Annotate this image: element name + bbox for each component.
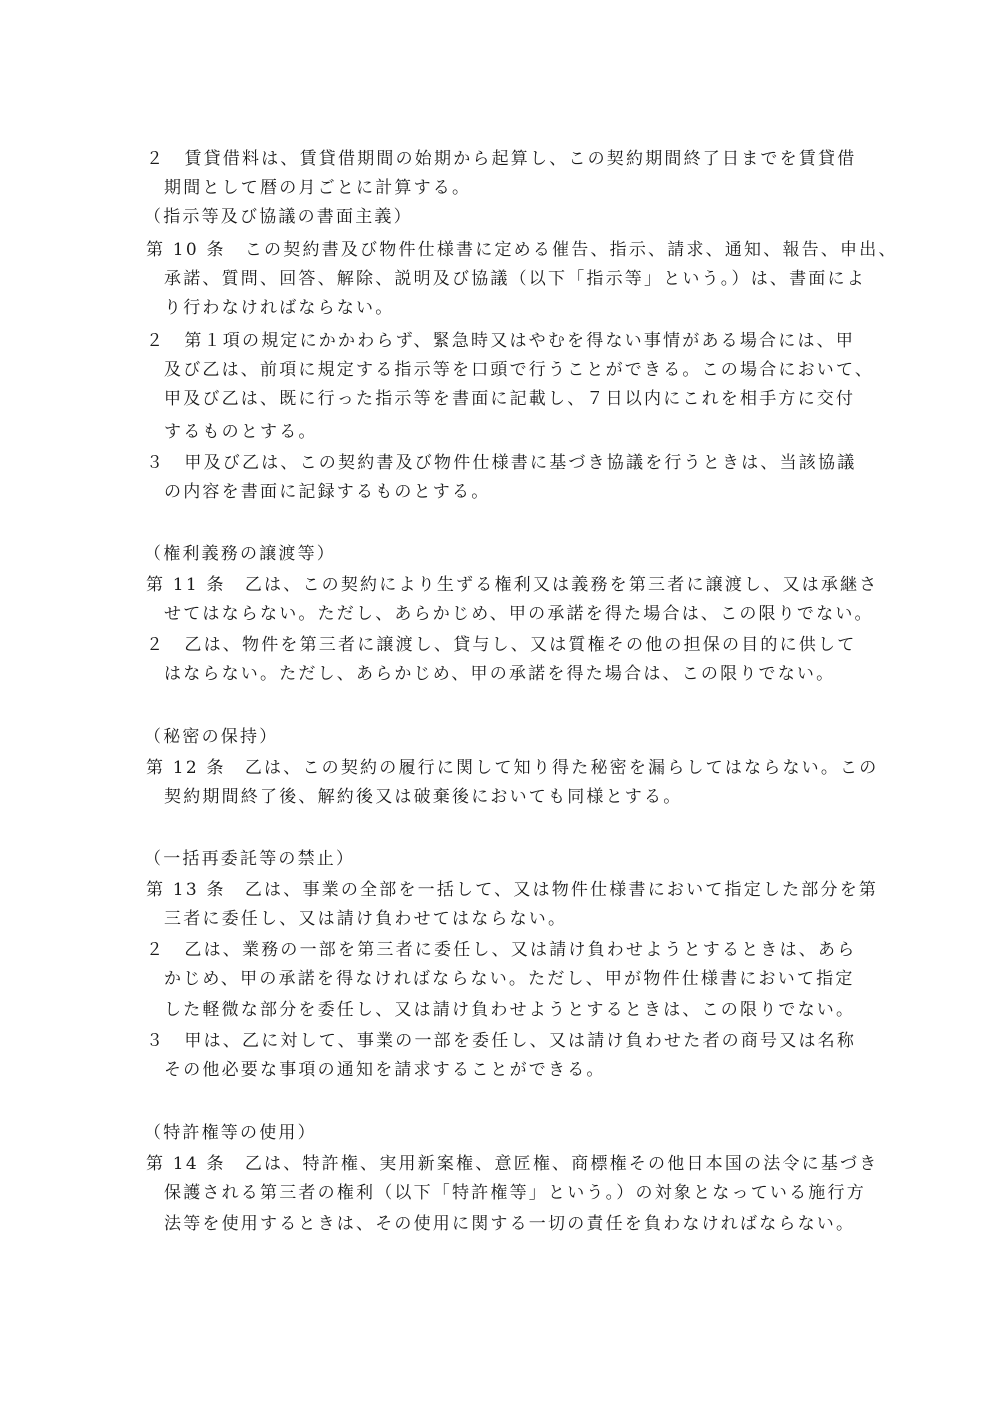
paragraph-line: 及び乙は、前項に規定する指示等を口頭で行うことができる。この場合において、 bbox=[164, 360, 875, 380]
paragraph-line: ２ 乙は、物件を第三者に譲渡し、貸与し、又は質権その他の担保の目的に供して bbox=[146, 635, 857, 655]
paragraph-line: 期間として暦の月ごとに計算する。 bbox=[164, 178, 472, 198]
article-heading: （特許権等の使用） bbox=[144, 1123, 317, 1143]
paragraph-line: はならない。ただし、あらかじめ、甲の承諾を得た場合は、この限りでない。 bbox=[164, 664, 836, 684]
paragraph-line: 保護される第三者の権利（以下「特許権等」という。）の対象となっている施行方 bbox=[164, 1183, 866, 1203]
paragraph-line: 第 10 条 この契約書及び物件仕様書に定める催告、指示、請求、通知、報告、申出、 bbox=[146, 240, 898, 260]
paragraph-line: 第 13 条 乙は、事業の全部を一括して、又は物件仕様書において指定した部分を第 bbox=[146, 880, 879, 900]
paragraph-line: その他必要な事項の通知を請求することができる。 bbox=[164, 1060, 606, 1080]
paragraph-line: 承諾、質問、回答、解除、説明及び協議（以下「指示等」という。）は、書面によ bbox=[164, 269, 866, 289]
paragraph-line: 第 12 条 乙は、この契約の履行に関して知り得た秘密を漏らしてはならない。この bbox=[146, 758, 879, 778]
article-heading: （権利義務の譲渡等） bbox=[144, 544, 336, 564]
paragraph-line: ２ 乙は、業務の一部を第三者に委任し、又は請け負わせようとするときは、あら bbox=[146, 940, 857, 960]
article-heading: （指示等及び協議の書面主義） bbox=[144, 207, 413, 227]
paragraph-line: するものとする。 bbox=[164, 422, 318, 442]
article-heading: （秘密の保持） bbox=[144, 727, 279, 747]
paragraph-line: した軽微な部分を委任し、又は請け負わせようとするときは、この限りでない。 bbox=[164, 1000, 856, 1020]
paragraph-line: ２ 第１項の規定にかかわらず、緊急時又はやむを得ない事情がある場合には、甲 bbox=[146, 331, 856, 351]
paragraph-line: 第 14 条 乙は、特許権、実用新案権、意匠権、商標権その他日本国の法令に基づき bbox=[146, 1154, 879, 1174]
paragraph-line: かじめ、甲の承諾を得なければならない。ただし、甲が物件仕様書において指定 bbox=[164, 969, 855, 989]
paragraph-line: 三者に委任し、又は請け負わせてはならない。 bbox=[164, 909, 568, 929]
paragraph-line: り行わなければならない。 bbox=[164, 298, 395, 318]
paragraph-line: ３ 甲は、乙に対して、事業の一部を委任し、又は請け負わせた者の商号又は名称 bbox=[146, 1031, 857, 1051]
paragraph-line: せてはならない。ただし、あらかじめ、甲の承諾を得た場合は、この限りでない。 bbox=[164, 604, 874, 624]
paragraph-line: 第 11 条 乙は、この契約により生ずる権利又は義務を第三者に譲渡し、又は承継さ bbox=[146, 575, 879, 595]
paragraph-line: ３ 甲及び乙は、この契約書及び物件仕様書に基づき協議を行うときは、当該協議 bbox=[146, 453, 857, 473]
paragraph-line: の内容を書面に記録するものとする。 bbox=[164, 482, 491, 502]
paragraph-line: 甲及び乙は、既に行った指示等を書面に記載し、７日以内にこれを相手方に交付 bbox=[164, 389, 856, 409]
paragraph-line: ２ 賃貸借料は、賃貸借期間の始期から起算し、この契約期間終了日までを賃貸借 bbox=[146, 149, 857, 169]
paragraph-line: 法等を使用するときは、その使用に関する一切の責任を負わなければならない。 bbox=[164, 1214, 856, 1234]
article-heading: （一括再委託等の禁止） bbox=[144, 849, 356, 869]
paragraph-line: 契約期間終了後、解約後又は破棄後においても同様とする。 bbox=[164, 787, 683, 807]
